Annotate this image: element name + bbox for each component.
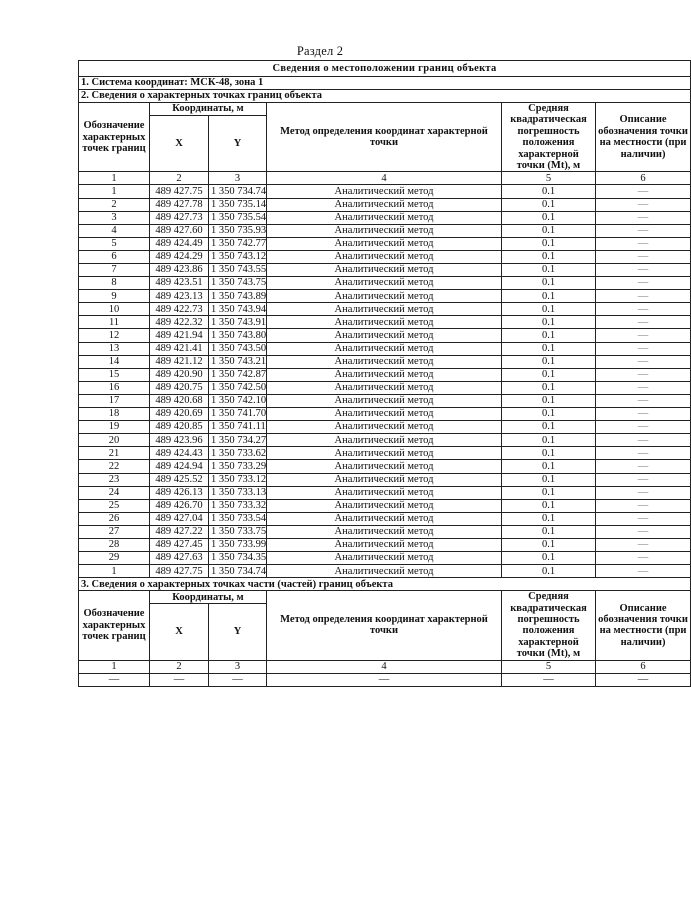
cell-accuracy: 0.1 [502, 565, 596, 578]
cell-description: — [596, 525, 691, 538]
cell-description: — [596, 342, 691, 355]
cell-method: Аналитический метод [267, 316, 502, 329]
cell-y: — [209, 673, 267, 686]
cell-method: Аналитический метод [267, 394, 502, 407]
cell-accuracy: 0.1 [502, 512, 596, 525]
cell-accuracy: 0.1 [502, 224, 596, 237]
table-row [79, 512, 691, 525]
cell-y: 1 350 741.70 [209, 408, 267, 421]
cell-point: 29 [79, 552, 150, 565]
cell-description: — [596, 264, 691, 277]
cell-accuracy: 0.1 [502, 237, 596, 250]
cell-accuracy: 0.1 [502, 486, 596, 499]
cell-y: 1 350 733.32 [209, 499, 267, 512]
column-number: 4 [267, 660, 502, 673]
cell-description: — [596, 211, 691, 224]
table-row [79, 290, 691, 303]
cell-x: 489 427.22 [150, 525, 209, 538]
cell-point: — [79, 673, 150, 686]
cell-x: 489 423.13 [150, 290, 209, 303]
part-points-row [79, 673, 691, 686]
cell-method: Аналитический метод [267, 525, 502, 538]
cell-x: 489 421.41 [150, 342, 209, 355]
cell-x: 489 427.75 [150, 565, 209, 578]
cell-point: 20 [79, 434, 150, 447]
cell-point: 27 [79, 525, 150, 538]
cell-y: 1 350 735.54 [209, 211, 267, 224]
cell-x: 489 426.70 [150, 499, 209, 512]
cell-x: 489 426.13 [150, 486, 209, 499]
cell-description: — [596, 290, 691, 303]
cell-point: 10 [79, 303, 150, 316]
table-row [79, 342, 691, 355]
header-point: Обозначение характерных точек границ [79, 591, 150, 660]
table-row [79, 460, 691, 473]
cell-accuracy: 0.1 [502, 460, 596, 473]
table-row [79, 486, 691, 499]
cell-description: — [596, 224, 691, 237]
cell-method: Аналитический метод [267, 408, 502, 421]
cell-accuracy: 0.1 [502, 394, 596, 407]
table-row [79, 211, 691, 224]
table-row [79, 329, 691, 342]
cell-accuracy: 0.1 [502, 408, 596, 421]
cell-accuracy: 0.1 [502, 381, 596, 394]
cell-description: — [596, 185, 691, 198]
header-point: Обозначение характерных точек границ [79, 103, 150, 172]
table-row [79, 355, 691, 368]
cell-method: Аналитический метод [267, 264, 502, 277]
cell-method: Аналитический метод [267, 303, 502, 316]
table-row [79, 381, 691, 394]
cell-point: 16 [79, 381, 150, 394]
header-coords: Координаты, м [150, 103, 267, 116]
cell-method: Аналитический метод [267, 237, 502, 250]
header-x: X [150, 116, 209, 172]
cell-point: 9 [79, 290, 150, 303]
table-row [79, 394, 691, 407]
cell-point: 1 [79, 565, 150, 578]
cell-description: — [596, 408, 691, 421]
table-row [79, 473, 691, 486]
cell-x: 489 424.43 [150, 447, 209, 460]
cell-point: 23 [79, 473, 150, 486]
cell-method: Аналитический метод [267, 342, 502, 355]
cell-point: 3 [79, 211, 150, 224]
cell-point: 18 [79, 408, 150, 421]
cell-description: — [596, 512, 691, 525]
cell-y: 1 350 743.80 [209, 329, 267, 342]
table-row [79, 552, 691, 565]
table-row [79, 277, 691, 290]
cell-method: Аналитический метод [267, 538, 502, 551]
cell-x: 489 427.73 [150, 211, 209, 224]
cell-point: 4 [79, 224, 150, 237]
cell-method: Аналитический метод [267, 250, 502, 263]
cell-accuracy: 0.1 [502, 264, 596, 277]
column-number: 6 [596, 172, 691, 185]
cell-accuracy: 0.1 [502, 185, 596, 198]
cell-y: 1 350 733.12 [209, 473, 267, 486]
cell-method: Аналитический метод [267, 290, 502, 303]
cell-accuracy: 0.1 [502, 421, 596, 434]
section-label: Раздел 2 [296, 44, 344, 58]
cell-description: — [596, 277, 691, 290]
table-row [79, 237, 691, 250]
cell-y: 1 350 743.91 [209, 316, 267, 329]
table-row [79, 198, 691, 211]
table-row [79, 421, 691, 434]
cell-accuracy: 0.1 [502, 277, 596, 290]
cell-y: 1 350 735.14 [209, 198, 267, 211]
cell-description: — [596, 565, 691, 578]
cell-y: 1 350 734.35 [209, 552, 267, 565]
table-row [79, 525, 691, 538]
header-coords: Координаты, м [150, 591, 267, 604]
cell-point: 8 [79, 277, 150, 290]
cell-y: 1 350 743.89 [209, 290, 267, 303]
cell-x: 489 422.73 [150, 303, 209, 316]
table-row [79, 224, 691, 237]
cell-method: Аналитический метод [267, 185, 502, 198]
cell-method: — [267, 673, 502, 686]
column-number: 5 [502, 172, 596, 185]
table-row [79, 538, 691, 551]
column-numbers-row [79, 172, 691, 185]
cell-accuracy: 0.1 [502, 538, 596, 551]
cell-description: — [596, 421, 691, 434]
cell-point: 15 [79, 368, 150, 381]
cell-point: 1 [79, 185, 150, 198]
cell-description: — [596, 538, 691, 551]
header-x: X [150, 604, 209, 660]
cell-y: 1 350 743.21 [209, 355, 267, 368]
cell-method: Аналитический метод [267, 486, 502, 499]
column-number: 6 [596, 660, 691, 673]
cell-description: — [596, 355, 691, 368]
cell-method: Аналитический метод [267, 460, 502, 473]
cell-accuracy: — [502, 673, 596, 686]
cell-point: 11 [79, 316, 150, 329]
cell-point: 14 [79, 355, 150, 368]
cell-method: Аналитический метод [267, 499, 502, 512]
cell-description: — [596, 394, 691, 407]
cell-description: — [596, 486, 691, 499]
cell-x: — [150, 673, 209, 686]
cell-point: 6 [79, 250, 150, 263]
column-numbers-row [79, 660, 691, 673]
cell-point: 21 [79, 447, 150, 460]
cell-x: 489 421.12 [150, 355, 209, 368]
cell-y: 1 350 734.74 [209, 185, 267, 198]
cell-x: 489 424.94 [150, 460, 209, 473]
section-3-heading: 3. Сведения о характерных точках части (частей) границ объекта [79, 578, 691, 591]
cell-method: Аналитический метод [267, 434, 502, 447]
table-row [79, 316, 691, 329]
table-row [79, 264, 691, 277]
cell-accuracy: 0.1 [502, 250, 596, 263]
cell-method: Аналитический метод [267, 473, 502, 486]
cell-x: 489 423.86 [150, 264, 209, 277]
header-method: Метод определения координат характерной точки [267, 103, 502, 172]
coordinate-system: 1. Система координат: МСК-48, зона 1 [79, 77, 691, 90]
cell-accuracy: 0.1 [502, 303, 596, 316]
cell-y: 1 350 742.87 [209, 368, 267, 381]
cell-y: 1 350 735.93 [209, 224, 267, 237]
cell-accuracy: 0.1 [502, 329, 596, 342]
cell-x: 489 427.45 [150, 538, 209, 551]
cell-y: 1 350 733.99 [209, 538, 267, 551]
column-number: 2 [150, 660, 209, 673]
cell-description: — [596, 552, 691, 565]
cell-x: 489 427.63 [150, 552, 209, 565]
column-number: 3 [209, 172, 267, 185]
cell-y: 1 350 743.75 [209, 277, 267, 290]
cell-x: 489 420.90 [150, 368, 209, 381]
cell-point: 24 [79, 486, 150, 499]
table-row [79, 303, 691, 316]
cell-description: — [596, 499, 691, 512]
cell-y: 1 350 733.29 [209, 460, 267, 473]
header-y: Y [209, 116, 267, 172]
table-row [79, 447, 691, 460]
header-description: Описание обозначения точки на местности (при наличии) [596, 591, 691, 660]
table-row [79, 185, 691, 198]
cell-description: — [596, 368, 691, 381]
cell-x: 489 421.94 [150, 329, 209, 342]
column-number: 5 [502, 660, 596, 673]
cell-accuracy: 0.1 [502, 316, 596, 329]
table-row [79, 565, 691, 578]
cell-method: Аналитический метод [267, 447, 502, 460]
cell-description: — [596, 303, 691, 316]
cell-y: 1 350 741.11 [209, 421, 267, 434]
cell-y: 1 350 742.10 [209, 394, 267, 407]
cell-y: 1 350 743.50 [209, 342, 267, 355]
cell-point: 2 [79, 198, 150, 211]
cell-description: — [596, 673, 691, 686]
cell-accuracy: 0.1 [502, 473, 596, 486]
cell-x: 489 420.69 [150, 408, 209, 421]
cell-x: 489 420.75 [150, 381, 209, 394]
header-method: Метод определения координат характерной точки [267, 591, 502, 660]
cell-method: Аналитический метод [267, 512, 502, 525]
table-row [79, 408, 691, 421]
table-row [79, 250, 691, 263]
cell-x: 489 424.49 [150, 237, 209, 250]
cell-accuracy: 0.1 [502, 368, 596, 381]
cell-y: 1 350 733.54 [209, 512, 267, 525]
header-y: Y [209, 604, 267, 660]
cell-description: — [596, 434, 691, 447]
cell-accuracy: 0.1 [502, 342, 596, 355]
cell-method: Аналитический метод [267, 565, 502, 578]
cell-y: 1 350 742.50 [209, 381, 267, 394]
cell-accuracy: 0.1 [502, 290, 596, 303]
cell-description: — [596, 381, 691, 394]
cell-method: Аналитический метод [267, 211, 502, 224]
cell-point: 22 [79, 460, 150, 473]
cell-method: Аналитический метод [267, 329, 502, 342]
cell-accuracy: 0.1 [502, 447, 596, 460]
header-description: Описание обозначения точки на местности (при наличии) [596, 103, 691, 172]
boundary-table [78, 60, 691, 687]
cell-method: Аналитический метод [267, 381, 502, 394]
cell-x: 489 425.52 [150, 473, 209, 486]
cell-description: — [596, 316, 691, 329]
cell-method: Аналитический метод [267, 224, 502, 237]
table-row [79, 499, 691, 512]
header-accuracy: Средняя квадратическая погрешность положения характерной точки (Mt), м [502, 591, 596, 660]
cell-point: 12 [79, 329, 150, 342]
cell-method: Аналитический метод [267, 355, 502, 368]
cell-point: 13 [79, 342, 150, 355]
section-2-heading: 2. Сведения о характерных точках границ объекта [79, 90, 691, 103]
table-row [79, 368, 691, 381]
cell-description: — [596, 250, 691, 263]
cell-y: 1 350 743.55 [209, 264, 267, 277]
cell-point: 5 [79, 237, 150, 250]
table-row [79, 434, 691, 447]
cell-method: Аналитический метод [267, 368, 502, 381]
cell-x: 489 422.32 [150, 316, 209, 329]
cell-y: 1 350 733.62 [209, 447, 267, 460]
cell-point: 17 [79, 394, 150, 407]
cell-description: — [596, 460, 691, 473]
cell-point: 28 [79, 538, 150, 551]
cell-y: 1 350 743.94 [209, 303, 267, 316]
column-number: 1 [79, 172, 150, 185]
cell-accuracy: 0.1 [502, 499, 596, 512]
cell-method: Аналитический метод [267, 277, 502, 290]
cell-y: 1 350 733.75 [209, 525, 267, 538]
cell-description: — [596, 447, 691, 460]
cell-x: 489 424.29 [150, 250, 209, 263]
table-title: Сведения о местоположении границ объекта [79, 61, 691, 77]
cell-point: 7 [79, 264, 150, 277]
cell-x: 489 423.51 [150, 277, 209, 290]
cell-method: Аналитический метод [267, 552, 502, 565]
cell-x: 489 427.60 [150, 224, 209, 237]
cell-method: Аналитический метод [267, 198, 502, 211]
cell-point: 26 [79, 512, 150, 525]
cell-accuracy: 0.1 [502, 355, 596, 368]
cell-x: 489 423.96 [150, 434, 209, 447]
cell-description: — [596, 198, 691, 211]
header-accuracy: Средняя квадратическая погрешность положения характерной точки (Mt), м [502, 103, 596, 172]
column-number: 1 [79, 660, 150, 673]
cell-accuracy: 0.1 [502, 552, 596, 565]
cell-accuracy: 0.1 [502, 211, 596, 224]
cell-y: 1 350 742.77 [209, 237, 267, 250]
cell-y: 1 350 733.13 [209, 486, 267, 499]
cell-y: 1 350 743.12 [209, 250, 267, 263]
column-number: 4 [267, 172, 502, 185]
points-body [79, 185, 691, 578]
cell-accuracy: 0.1 [502, 434, 596, 447]
cell-description: — [596, 237, 691, 250]
column-number: 2 [150, 172, 209, 185]
cell-x: 489 420.85 [150, 421, 209, 434]
cell-description: — [596, 329, 691, 342]
cell-accuracy: 0.1 [502, 525, 596, 538]
cell-x: 489 427.04 [150, 512, 209, 525]
cell-method: Аналитический метод [267, 421, 502, 434]
column-number: 3 [209, 660, 267, 673]
cell-y: 1 350 734.27 [209, 434, 267, 447]
cell-accuracy: 0.1 [502, 198, 596, 211]
cell-x: 489 420.68 [150, 394, 209, 407]
cell-point: 19 [79, 421, 150, 434]
cell-description: — [596, 473, 691, 486]
cell-point: 25 [79, 499, 150, 512]
cell-y: 1 350 734.74 [209, 565, 267, 578]
cell-x: 489 427.75 [150, 185, 209, 198]
cell-x: 489 427.78 [150, 198, 209, 211]
